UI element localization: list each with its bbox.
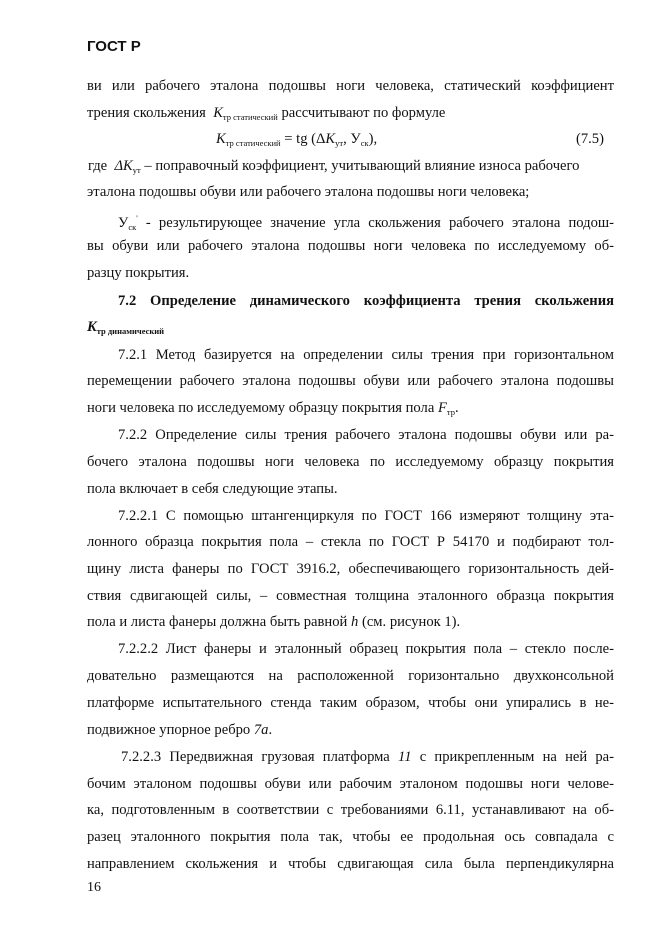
text-line: лонного образца покрытия пола – стекла по ГОСТ Р 54170 и подбирают тол- (87, 534, 614, 550)
document-header: ГОСТ Р (87, 38, 141, 55)
section-heading-symbol: $K_{тр динамический}$ (87, 319, 165, 336)
text-line: направлением скольжения и чтобы сдвигающая сила была перпендикулярна (87, 856, 614, 872)
text-line: ноги человека по исследуемому образцу покрытия пола $F_{тр}$. (87, 400, 459, 417)
text-line: 7.2.2.3 Передвижная грузовая платформа 11 с прикрепленным на ней ра- (121, 749, 615, 765)
text-line: где $\Delta K_{ут}$ – поправочный коэффициент, учитывающий влияние износа рабочего (88, 158, 580, 175)
text-line: вы обуви или рабочего эталона подошвы ноги человека по исследуемому об- (87, 238, 614, 254)
text-line: разцу покрытия. (87, 265, 190, 281)
text-line: 7.2.2 Определение силы трения рабочего эталона подошвы обуви или ра- (118, 427, 614, 443)
text-line: $У_{ск}'$ - результирующее значение угла скольжения рабочего эталона подош- (118, 214, 615, 232)
formula-number: (7.5) (576, 131, 604, 147)
text-line: 7.2.1 Метод базируется на определении силы трения при горизонтальном (118, 347, 614, 363)
text-line: 7.2.2.2 Лист фанеры и эталонный образец покрытия пола – стекло после- (118, 641, 614, 657)
text-line: щину листа фанеры по ГОСТ 3916.2, обеспечивающего горизонтальность дей- (87, 561, 614, 577)
text-line: разец эталонного покрытия пола так, чтобы ее продольная ось совпадала с (87, 829, 614, 845)
text-line: подвижное упорное ребро 7а. (87, 722, 273, 738)
text-line: ви или рабочего эталона подошвы ноги человека, статический коэффициент (87, 78, 614, 94)
text-line: пола включает в себя следующие этапы. (87, 481, 338, 497)
text-line: ствия сдвигающей силы, – совместная толщина эталонного образца покрытия (87, 588, 614, 604)
text-line: бочим эталоном подошвы обуви или рабочим эталоном подошвы ноги челове- (87, 776, 614, 792)
text-line: платформе испытательного стенда таким образом, чтобы они упирались в не- (87, 695, 614, 711)
section-heading: 7.2 Определение динамического коэффициента трения скольжения (118, 293, 614, 309)
text-line: эталона подошвы обуви или рабочего эталона подошвы ноги человека; (87, 184, 530, 200)
formula-7-5: $K_{тр статический}$ = tg ($\Delta K_{ут}$, $У_{ск}$), (216, 131, 378, 148)
text-line: довательно размещаются на расположенной горизонтально двухконсольной (87, 668, 614, 684)
text-line: ка, подготовленным в соответствии с требованиями 6.11, устанавливают на об- (87, 802, 614, 818)
text-line: пола и листа фанеры должна быть равной h (см. рисунок 1). (87, 614, 461, 630)
text-line: перемещении рабочего эталона подошвы обуви или рабочего эталона подошвы (87, 373, 614, 389)
text-line: 7.2.2.1 С помощью штангенциркуля по ГОСТ 166 измеряют толщину эта- (118, 508, 614, 524)
text-line: трения скольжения $K_{тр статический}$ рассчитывают по формуле (87, 105, 446, 122)
text-line: бочего эталона подошвы ноги человека по исследуемому образцу покрытия (87, 454, 614, 470)
page-number: 16 (87, 880, 101, 895)
